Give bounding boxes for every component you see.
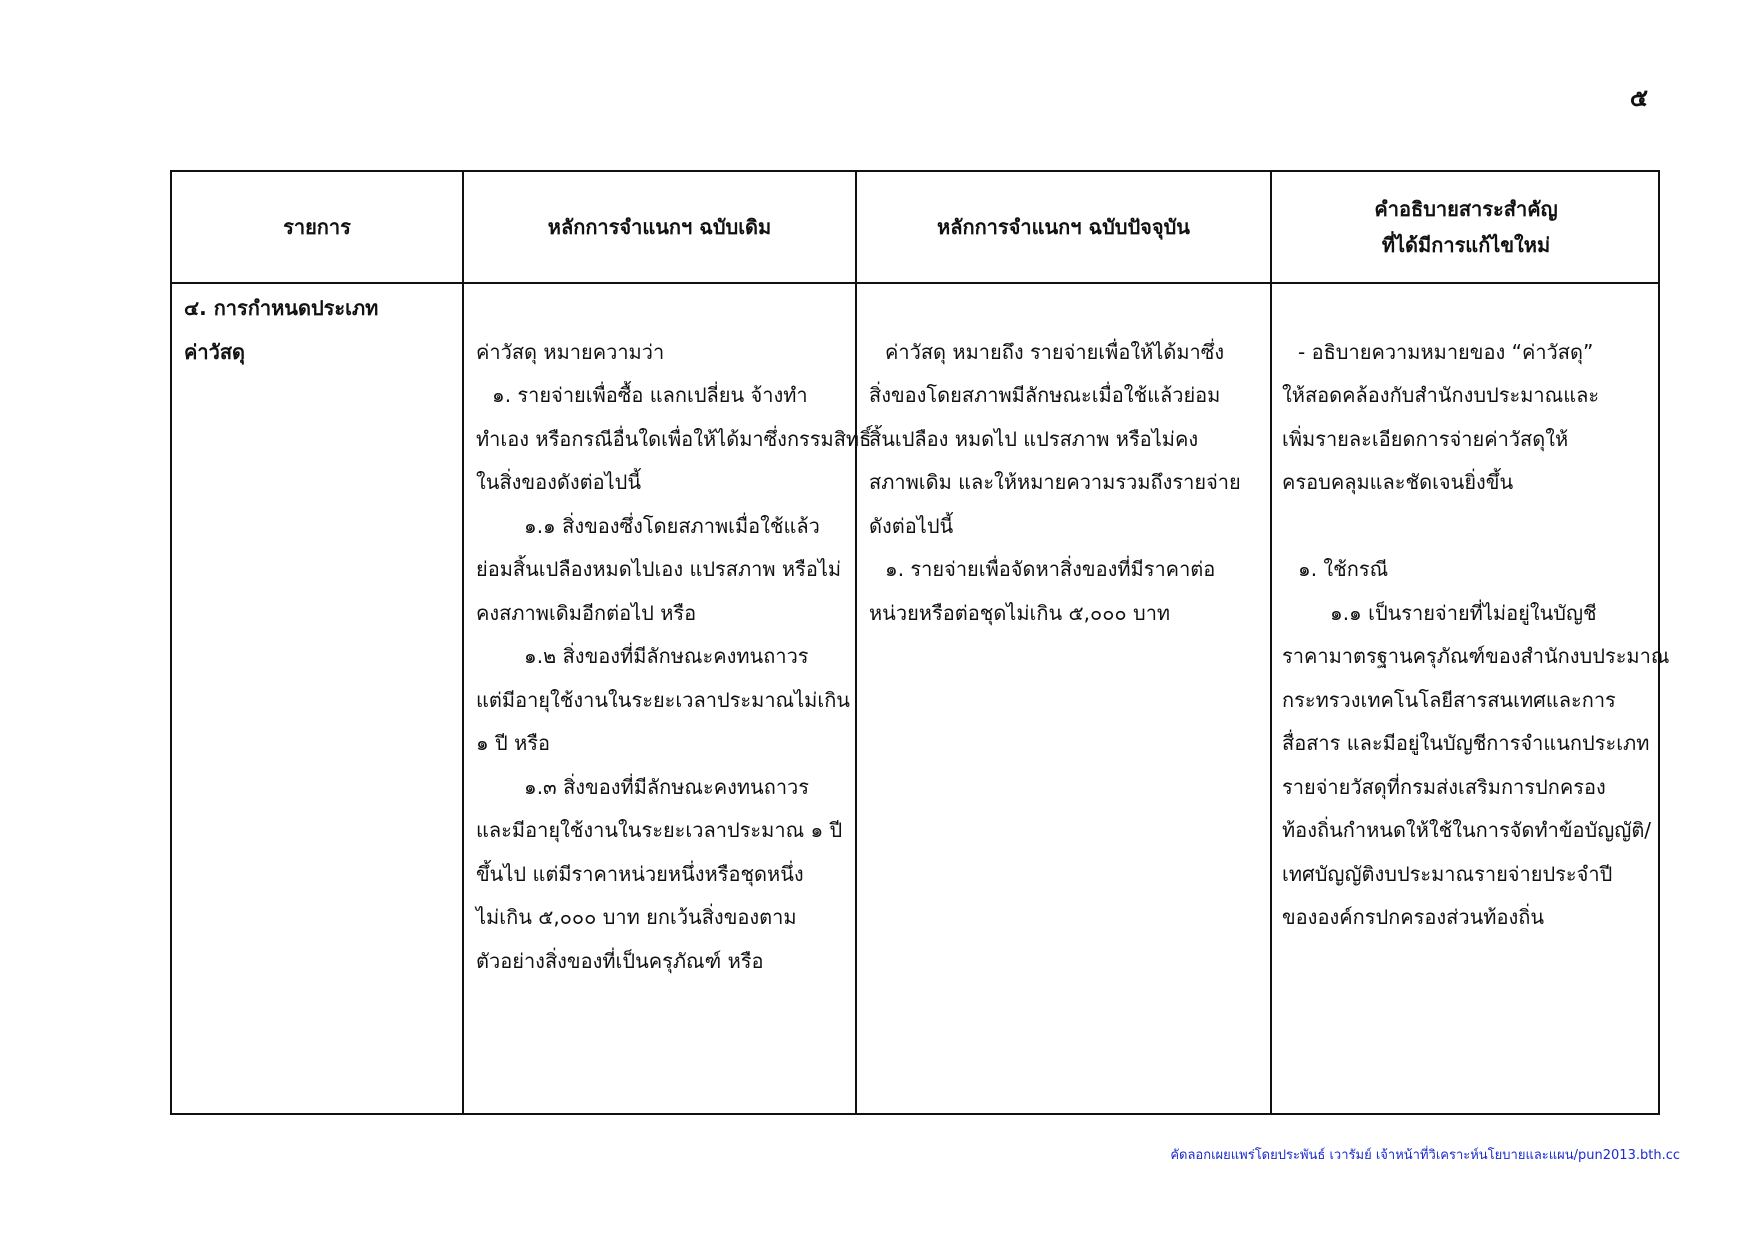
text-line: ๑.๑ สิ่งของซึ่งโดยสภาพเมื่อใช้แล้ว xyxy=(524,513,820,538)
text-line xyxy=(1282,287,1654,331)
text-line: ราคามาตรฐานครุภัณฑ์ของสำนักงบประมาณ xyxy=(1282,644,1670,668)
text-line xyxy=(476,287,848,331)
text-line: ๑ ปี หรือ xyxy=(476,731,551,755)
text-line: และมีอายุใช้งานในระยะเวลาประมาณ ๑ ปี xyxy=(476,818,843,842)
text-line: หน่วยหรือต่อชุดไม่เกิน ๕,๐๐๐ บาท xyxy=(869,600,1171,625)
header-current-principle xyxy=(857,172,1270,282)
text-line: สื่อสาร และมีอยู่ในบัญชีการจำแนกประเภท xyxy=(1282,731,1650,755)
text-line: ๑.๓ สิ่งของที่มีลักษณะคงทนถาวร xyxy=(524,774,810,799)
text-line xyxy=(869,287,1263,331)
text-line: ค่าวัสดุ หมายความว่า xyxy=(476,339,665,364)
text-line: ๑.๒ สิ่งของที่มีลักษณะคงทนถาวร xyxy=(524,644,809,668)
text-line: คงสภาพเดิมอีกต่อไป หรือ xyxy=(476,600,697,625)
text-line: ในสิ่งของดังต่อไปนี้ xyxy=(476,470,642,494)
header-item xyxy=(172,172,462,282)
header-key-explanation xyxy=(1272,172,1660,282)
text-line: ทำเอง หรือกรณีอื่นใดเพื่อให้ได้มาซึ่งกรรมสิทธิ์ xyxy=(476,426,872,451)
column-divider-3 xyxy=(1270,172,1272,1113)
text-line xyxy=(1282,505,1654,549)
text-line: ๑. รายจ่ายเพื่อซื้อ แลกเปลี่ยน จ้างทำ xyxy=(492,383,808,407)
text-line: ๑.๑ เป็นรายจ่ายที่ไม่อยู่ในบัญชี xyxy=(1330,600,1597,625)
current-principle-cell xyxy=(869,287,1263,635)
text-line: ขององค์กรปกครองส่วนท้องถิ่น xyxy=(1282,905,1545,929)
text-line: ท้องถิ่นกำหนดให้ใช้ในการจัดทำข้อบัญญัติ/ xyxy=(1282,818,1652,842)
footer-credit: คัดลอกเผยแพร่โดยประพันธ์ เวารัมย์ เจ้าหน้าที่วิเคราะห์นโยบายและแผน/pun2013.bth.cc xyxy=(1170,1148,1680,1163)
text-line: ให้สอดคล้องกับสำนักงบประมาณและ xyxy=(1282,383,1600,407)
header-line: คำอธิบายสาระสำคัญ xyxy=(1374,197,1558,221)
original-principle-cell xyxy=(476,287,872,983)
text-line: ไม่เกิน ๕,๐๐๐ บาท ยกเว้นสิ่งของตาม xyxy=(476,905,797,929)
column-divider-2 xyxy=(855,172,857,1113)
text-line: - อธิบายความหมายของ “ค่าวัสดุ” xyxy=(1298,339,1594,364)
text-line: ๑. ใช้กรณี xyxy=(1298,557,1389,581)
text-line: รายจ่ายวัสดุที่กรมส่งเสริมการปกครอง xyxy=(1282,774,1606,799)
text-line: กระทรวงเทคโนโลยีสารสนเทศและการ xyxy=(1282,687,1616,712)
header-line: ที่ได้มีการแก้ไขใหม่ xyxy=(1381,233,1551,257)
comparison-table xyxy=(170,170,1670,1115)
header-original-principle xyxy=(464,172,855,282)
text-line: สภาพเดิม และให้หมายความรวมถึงรายจ่าย xyxy=(869,470,1241,494)
text-line: ๔. การกำหนดประเภท xyxy=(184,296,379,320)
header-divider xyxy=(172,282,1658,284)
text-line: ดังต่อไปนี้ xyxy=(869,513,954,538)
text-line: สิ้นเปลือง หมดไป แปรสภาพ หรือไม่คง xyxy=(869,426,1199,451)
text-line: เทศบัญญัติงบประมาณรายจ่ายประจำปี xyxy=(1282,861,1613,886)
text-line: ค่าวัสดุ หมายถึง รายจ่ายเพื่อให้ได้มาซึ่ง xyxy=(885,339,1225,364)
column-divider-1 xyxy=(462,172,464,1113)
text-line: ค่าวัสดุ xyxy=(184,339,246,364)
text-line: ย่อมสิ้นเปลืองหมดไปเอง แปรสภาพ หรือไม่ xyxy=(476,557,842,581)
text-line: เพิ่มรายละเอียดการจ่ายค่าวัสดุให้ xyxy=(1282,426,1569,451)
text-line: ๑. รายจ่ายเพื่อจัดหาสิ่งของที่มีราคาต่อ xyxy=(885,557,1216,581)
header-line: หลักการจำแนกฯ ฉบับเดิม xyxy=(547,215,772,239)
page-number: ๕ xyxy=(1629,84,1648,112)
item-cell xyxy=(184,287,454,374)
explanation-cell xyxy=(1282,287,1670,940)
header-line: หลักการจำแนกฯ ฉบับปัจจุบัน xyxy=(937,215,1190,239)
text-line: ตัวอย่างสิ่งของที่เป็นครุภัณฑ์ หรือ xyxy=(476,948,764,973)
text-line: แต่มีอายุใช้งานในระยะเวลาประมาณไม่เกิน xyxy=(476,687,850,712)
text-line: สิ่งของโดยสภาพมีลักษณะเมื่อใช้แล้วย่อม xyxy=(869,383,1221,407)
header-line: รายการ xyxy=(283,215,351,239)
text-line: ครอบคลุมและชัดเจนยิ่งขึ้น xyxy=(1282,470,1514,494)
text-line: ขึ้นไป แต่มีราคาหน่วยหนึ่งหรือชุดหนึ่ง xyxy=(476,861,804,886)
